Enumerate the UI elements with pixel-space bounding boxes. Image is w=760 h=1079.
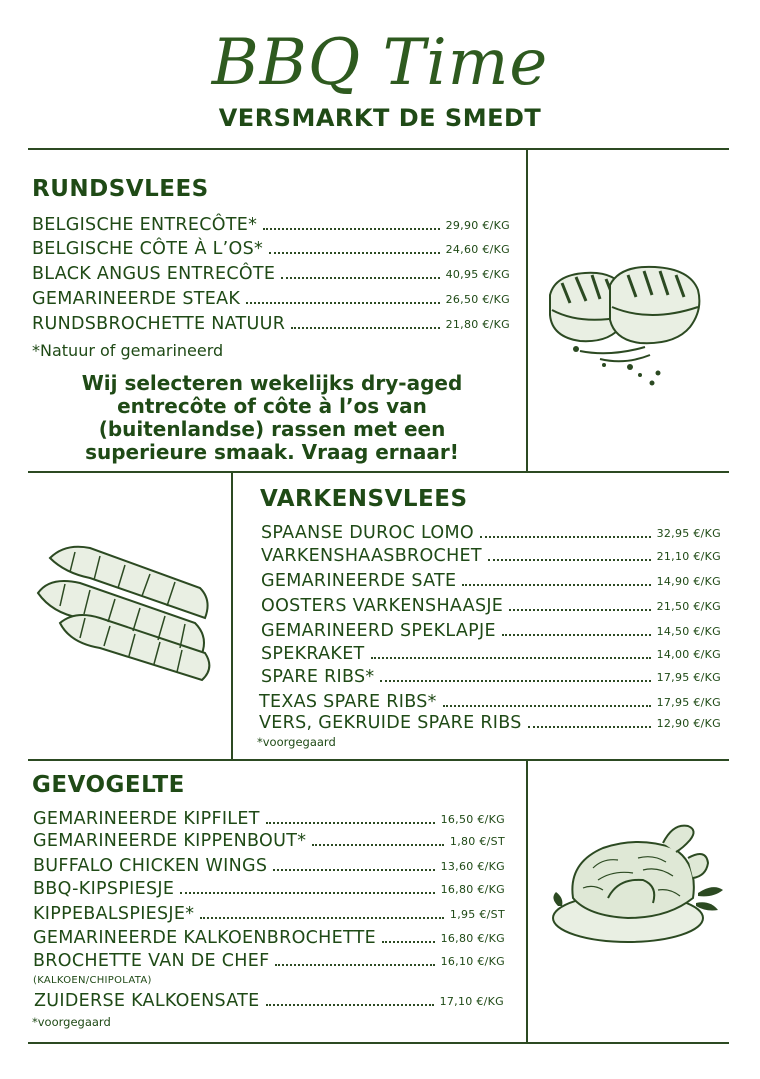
item-price: 12,90 €/KG [656,717,721,730]
list-item [261,521,721,545]
item-price: 14,90 €/KG [656,575,721,588]
ribs-illustration [30,538,220,688]
menu-title: BBQ Time [211,26,549,100]
section-title-gevogelte: GEVOGELTE [32,772,185,798]
item-name: BROCHETTE VAN DE CHEF [33,951,270,971]
item-price: 32,95 €/KG [656,527,721,540]
list-item [261,594,721,618]
item-name: TEXAS SPARE RIBS* [259,692,437,712]
section-title-varkensvlees: VARKENSVLEES [260,486,468,512]
list-item [32,262,510,286]
footnote-rundsvlees: *Natuur of gemarineerd [32,341,224,360]
item-name: SPEKRAKET [261,644,365,664]
item-price: 21,10 €/KG [656,550,721,563]
section-title-rundsvlees: RUNDSVLEES [32,176,209,202]
list-item [261,665,721,689]
shop-name: VERSMARKT DE SMEDT [218,104,542,132]
footnote-gevogelte: *voorgegaard [32,1015,111,1029]
item-name: KIPPEBALSPIESJE* [33,904,195,924]
item-price: 16,80 €/KG [440,932,505,945]
item-price: 29,90 €/KG [445,219,510,232]
item-name: ZUIDERSE KALKOENSATE [34,991,260,1011]
list-item [259,711,721,735]
item-name: OOSTERS VARKENSHAASJE [261,596,504,616]
list-item [33,854,505,878]
divider-vertical-3 [526,759,528,1043]
list-item [33,902,505,926]
roast-chicken-illustration [548,818,728,948]
item-price: 26,50 €/KG [445,293,510,306]
item-price: 16,50 €/KG [440,813,505,826]
divider-vertical-2 [231,471,233,760]
item-name: GEMARINEERDE KIPFILET [33,809,260,829]
item-price: 21,50 €/KG [656,600,721,613]
item-price: 14,00 €/KG [656,648,721,661]
item-name: BELGISCHE ENTRECÔTE* [32,215,258,235]
item-name: GEMARINEERDE STEAK [32,289,241,309]
item-name: BUFFALO CHICKEN WINGS [33,856,268,876]
list-item [33,829,505,853]
item-price: 17,95 €/KG [656,696,721,709]
list-item [32,213,510,237]
item-price: 14,50 €/KG [656,625,721,638]
list-item [33,926,505,950]
item-price: 40,95 €/KG [445,268,510,281]
divider-bottom [28,1042,729,1044]
promo-text: Wij selecteren wekelijks dry-aged entrecôte of côte à l’os van (buitenlandse) rassen met een superieure smaak. Vraag ernaar! [81,371,463,464]
divider-middle-2 [28,759,729,761]
item-subtitle: (KALKOEN/CHIPOLATA) [33,975,152,986]
list-item [32,312,510,336]
footnote-varkensvlees: *voorgegaard [257,735,336,749]
list-item [32,237,510,261]
item-price: 17,10 €/KG [439,995,504,1008]
item-name: GEMARINEERDE KALKOENBROCHETTE [33,928,377,948]
item-name: BELGISCHE CÔTE À L’OS* [32,239,264,259]
divider-top [28,148,729,150]
item-name: VARKENSHAASBROCHET [261,546,482,566]
list-item [33,807,505,831]
list-item [261,569,721,593]
item-name: BBQ-KIPSPIESJE [33,879,175,899]
item-name: BLACK ANGUS ENTRECÔTE [32,264,276,284]
list-item [33,949,505,973]
item-price: 17,95 €/KG [656,671,721,684]
item-name: SPARE RIBS* [261,667,375,687]
item-price: 16,80 €/KG [440,883,505,896]
item-name: GEMARINEERDE SATE [261,571,457,591]
steak-illustration [540,255,720,395]
list-item [261,642,721,666]
item-price: 21,80 €/KG [445,318,510,331]
list-item [34,989,504,1013]
divider-vertical-1 [526,148,528,472]
list-item [261,619,721,643]
list-item [33,877,505,901]
item-name: SPAANSE DUROC LOMO [261,523,474,543]
item-price: 1,95 €/ST [449,908,505,921]
item-price: 16,10 €/KG [440,955,505,968]
list-item [261,544,721,568]
list-item [32,287,510,311]
item-name: GEMARINEERDE KIPPENBOUT* [33,831,307,851]
divider-middle-1 [28,471,729,473]
item-name: RUNDSBROCHETTE NATUUR [32,314,286,334]
item-price: 13,60 €/KG [440,860,505,873]
item-price: 24,60 €/KG [445,243,510,256]
item-name: VERS, GEKRUIDE SPARE RIBS [259,713,522,733]
item-price: 1,80 €/ST [449,835,505,848]
item-name: GEMARINEERD SPEKLAPJE [261,621,496,641]
